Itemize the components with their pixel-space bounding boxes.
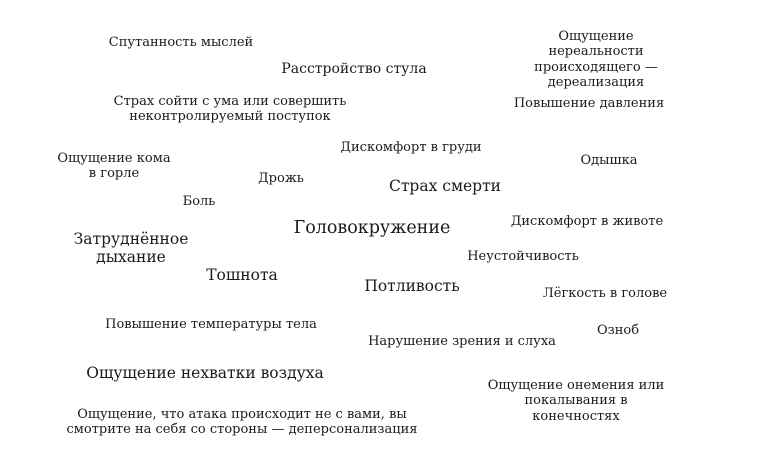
term-tremor: Дрожь	[258, 171, 304, 186]
term-high-pressure: Повышение давления	[513, 96, 665, 111]
term-unsteadiness: Неустойчивость	[467, 249, 579, 264]
term-chest-discomfort: Дискомфорт в груди	[340, 140, 482, 155]
term-derealization: Ощущение нереальности происходящего — дереализация	[534, 29, 658, 90]
term-confused-thoughts: Спутанность мыслей	[108, 35, 254, 50]
term-shortness-of-breath: Одышка	[580, 153, 638, 168]
term-pain: Боль	[182, 194, 216, 209]
term-vision-hearing-disorder: Нарушение зрения и слуха	[368, 334, 556, 349]
term-lump-in-throat: Ощущение кома в горле	[57, 151, 171, 182]
term-lightheadedness: Лёгкость в голове	[542, 286, 668, 301]
term-fear-of-death: Страх смерти	[388, 177, 502, 195]
term-fear-of-losing-control: Страх сойти с ума или совершить неконтролируемый поступок	[113, 94, 347, 125]
term-numbness-tingling: Ощущение онемения или покалывания в конечностях	[487, 378, 665, 424]
term-stool-disorder: Расстройство стула	[281, 61, 427, 77]
term-lack-of-air: Ощущение нехватки воздуха	[86, 364, 324, 382]
term-difficult-breathing: Затруднённое дыхание	[73, 230, 189, 267]
term-depersonalization: Ощущение, что атака происходит не с вами, вы смотрите на себя со стороны — деперсонализация	[66, 407, 418, 438]
term-stomach-discomfort: Дискомфорт в животе	[510, 214, 664, 229]
term-fever: Повышение температуры тела	[105, 317, 317, 332]
term-nausea: Тошнота	[206, 266, 278, 284]
term-chills: Озноб	[596, 323, 640, 338]
term-sweating: Потливость	[364, 277, 460, 295]
term-dizziness: Головокружение	[293, 218, 451, 238]
